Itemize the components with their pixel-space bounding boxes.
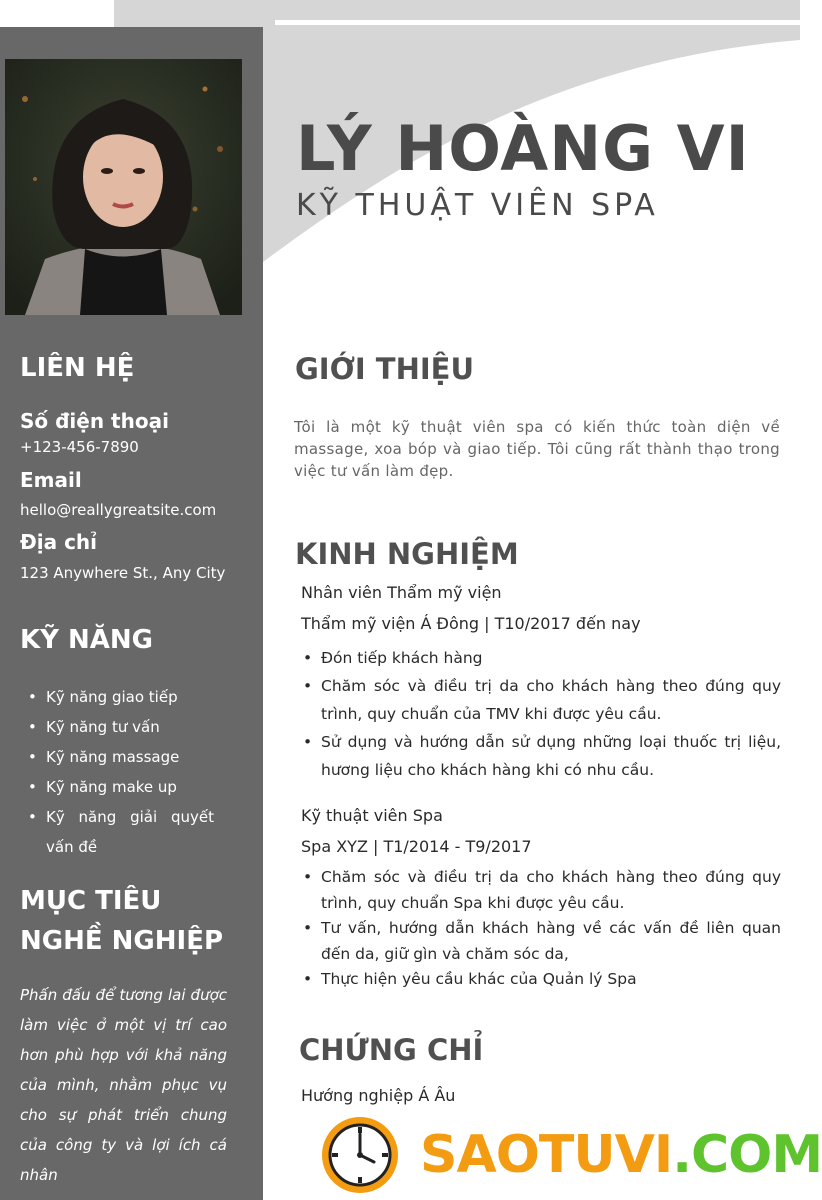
task-item: • Đón tiếp khách hàng — [301, 644, 781, 672]
skill-item: • Kỹ năng make up — [24, 772, 214, 802]
watermark-logo-text — [420, 1125, 822, 1185]
person-name: LÝ HOÀNG VI — [296, 112, 750, 185]
watermark-com: COM — [690, 1125, 822, 1185]
watermark-dot: . — [672, 1125, 691, 1185]
experience-heading: KINH NGHIỆM — [295, 537, 519, 571]
skill-item: • Kỹ năng giao tiếp — [24, 682, 214, 712]
certificate-item: Hướng nghiệp Á Âu — [301, 1086, 456, 1105]
intro-text: Tôi là một kỹ thuật viên spa có kiến thức toàn diện về massage, xoa bóp và giao tiếp. Tôi cũng rất thành thạo trong việc tư vấn làm đẹp. — [294, 418, 780, 480]
task-item: • Chăm sóc và điều trị da cho khách hàng theo đúng quy trình, quy chuẩn Spa khi được yêu cầu. — [301, 865, 781, 916]
phone-label: Số điện thoại — [20, 409, 169, 433]
job-1-title: Nhân viên Thẩm mỹ viện — [301, 583, 502, 602]
job-2-title: Kỹ thuật viên Spa — [301, 806, 443, 825]
job-title: KỸ THUẬT VIÊN SPA — [296, 188, 659, 223]
task-item: • Tư vấn, hướng dẫn khách hàng về các vấn đề liên quan đến da, giữ gìn và chăm sóc da, — [301, 916, 781, 967]
address-label: Địa chỉ — [20, 530, 98, 554]
job-1-tasks — [301, 644, 781, 784]
skills-list — [24, 682, 214, 862]
address-value: 123 Anywhere St., Any City — [20, 564, 226, 582]
task-item: • Thực hiện yêu cầu khác của Quản lý Spa — [301, 967, 781, 993]
job-2-place: Spa XYZ | T1/2014 - T9/2017 — [301, 837, 532, 856]
job-2-tasks — [301, 865, 781, 993]
intro-heading: GIỚI THIỆU — [295, 352, 475, 386]
clock-icon — [312, 1110, 412, 1196]
watermark-main: SAOTUVI — [420, 1125, 673, 1185]
career-goal-heading-line1: MỤC TIÊU — [20, 886, 162, 916]
email-value: hello@reallygreatsite.com — [20, 501, 217, 519]
certificates-heading: CHỨNG CHỈ — [299, 1033, 484, 1067]
career-goal-heading-line2: NGHỀ NGHIỆP — [20, 926, 224, 956]
phone-value: +123-456-7890 — [20, 438, 139, 456]
skill-item: • Kỹ năng giải quyết vấn đề — [24, 802, 214, 862]
skills-heading: KỸ NĂNG — [20, 625, 154, 655]
career-goal-text: Phấn đấu để tương lai được làm việc ở một vị trí cao hơn phù hợp với khả năng của mình, nhằm phục vụ cho sự phát triển chung của công ty và lợi ích cá nhân — [20, 986, 227, 1184]
task-item: • Chăm sóc và điều trị da cho khách hàng theo đúng quy trình, quy chuẩn của TMV khi được yêu cầu. — [301, 672, 781, 728]
skill-item: • Kỹ năng massage — [24, 742, 214, 772]
job-1-place: Thẩm mỹ viện Á Đông | T10/2017 đến nay — [301, 614, 641, 633]
email-label: Email — [20, 468, 82, 492]
profile-photo — [5, 59, 242, 315]
task-item: • Sử dụng và hướng dẫn sử dụng những loại thuốc trị liệu, hương liệu cho khách hàng khi có nhu cầu. — [301, 728, 781, 784]
contact-heading: LIÊN HỆ — [20, 353, 135, 383]
skill-item: • Kỹ năng tư vấn — [24, 712, 214, 742]
